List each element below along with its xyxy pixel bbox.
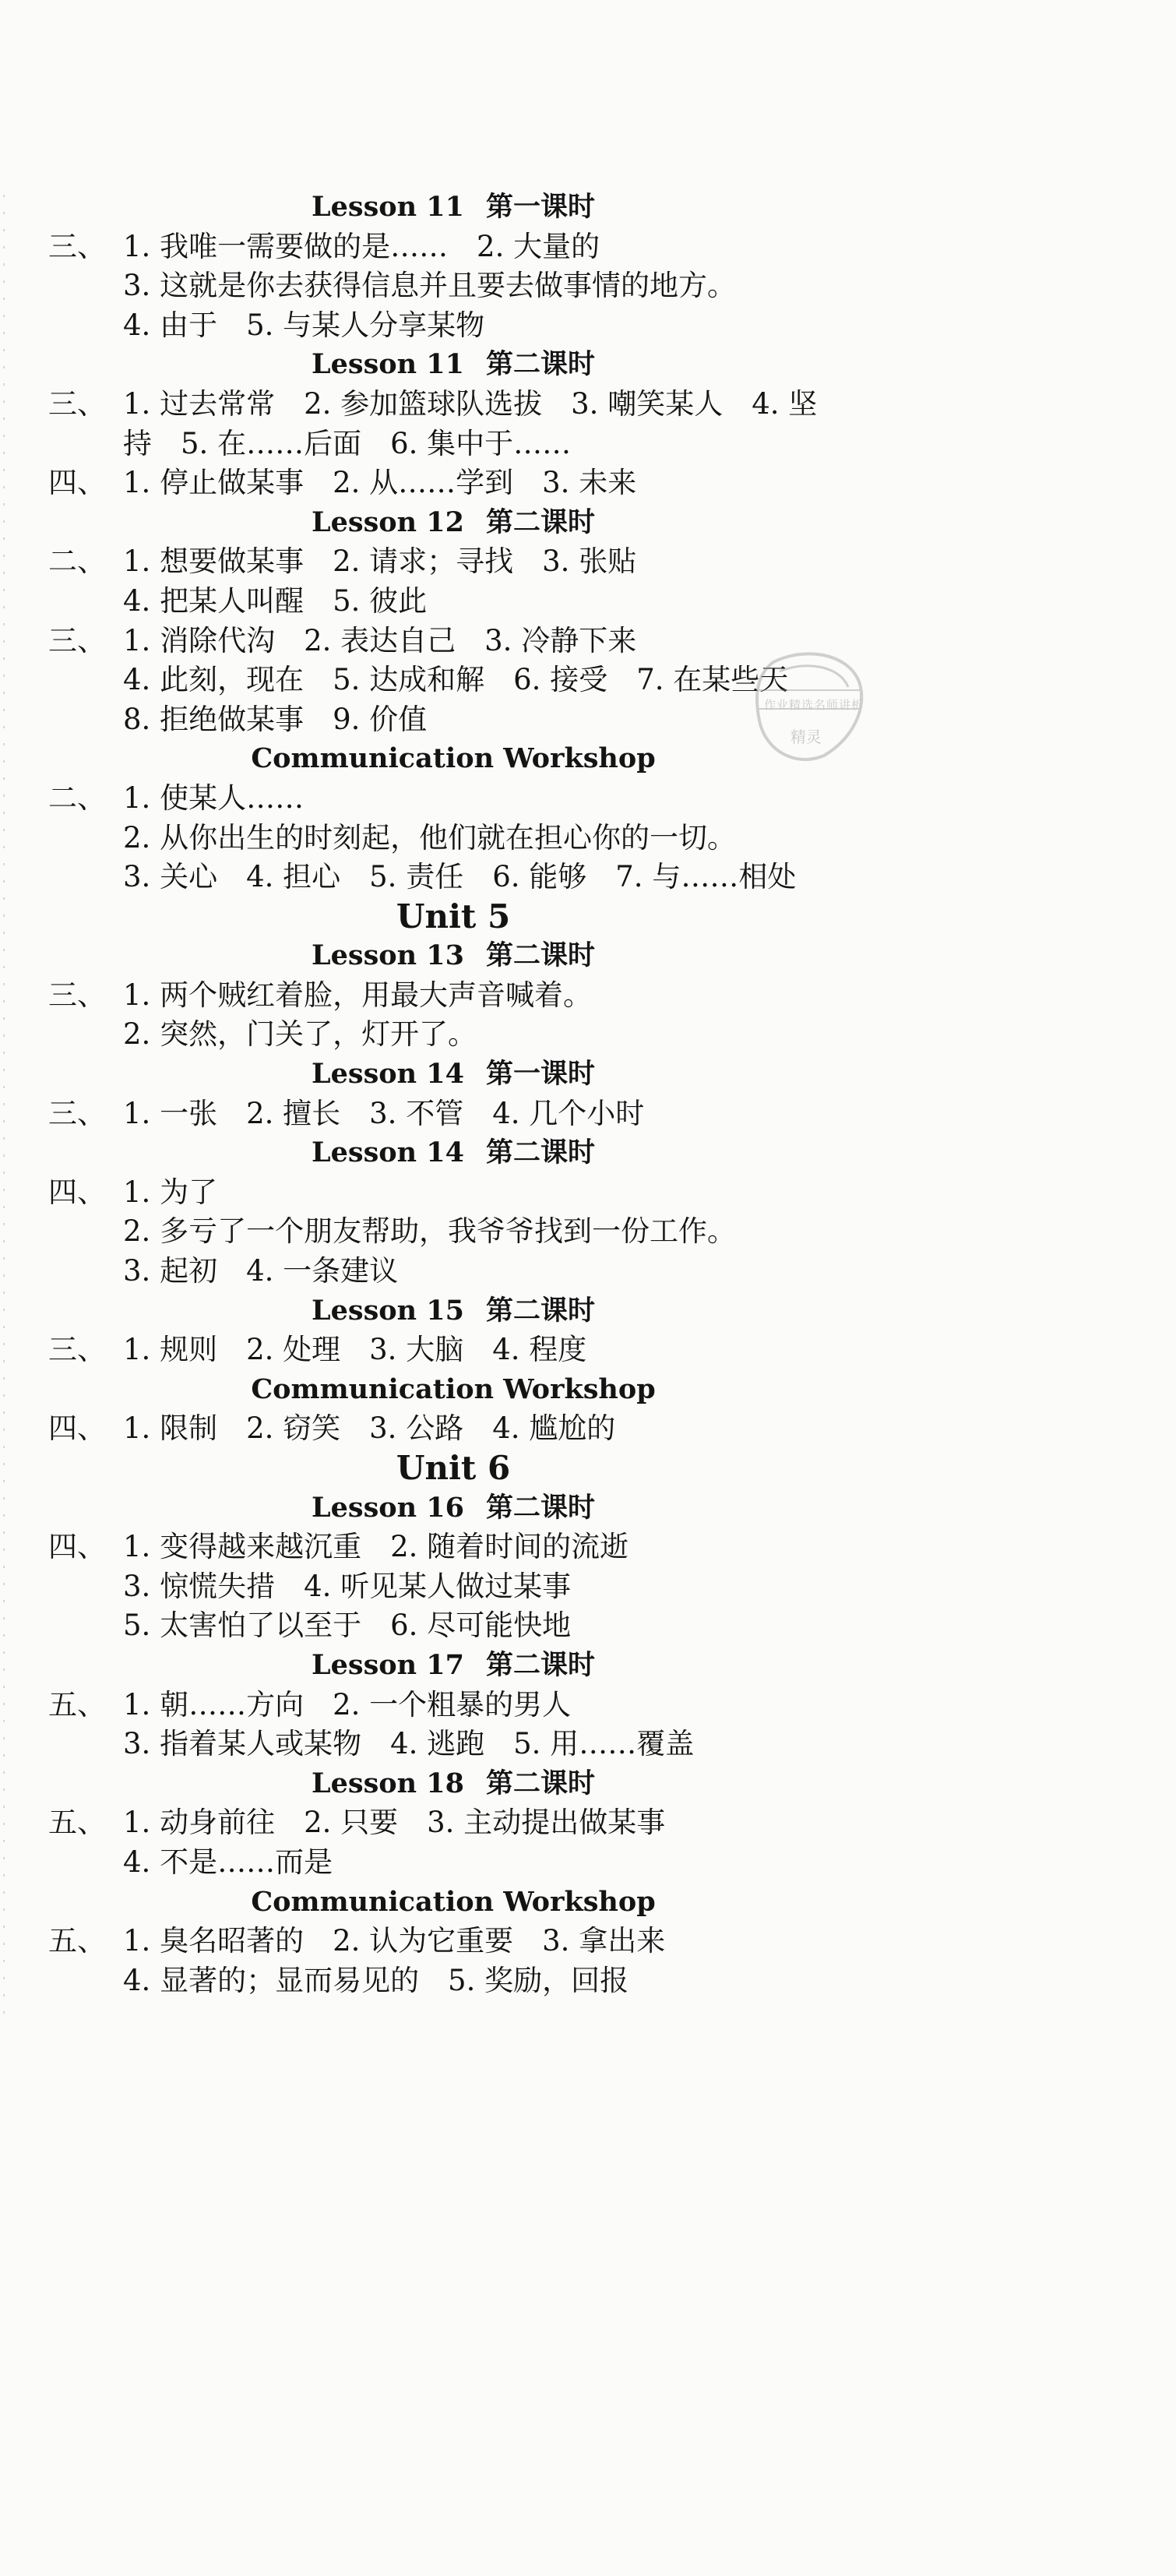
answer-text: 1. 消除代沟 2. 表达自己 3. 冷静下来 [123, 623, 637, 657]
lesson-period: 第二课时 [485, 348, 595, 381]
answer-text: 4. 把某人叫醒 5. 彼此 [123, 583, 428, 618]
answer-line [48, 1409, 858, 1449]
answer-line [48, 227, 858, 267]
lesson-heading [48, 345, 858, 385]
answer-line [48, 1212, 858, 1252]
lesson-title: Lesson 18 [312, 1767, 464, 1799]
answer-text: 3. 指着某人或某物 4. 逃跑 5. 用……覆盖 [123, 1727, 695, 1761]
answer-line [48, 1173, 858, 1213]
answer-line [48, 779, 858, 819]
answer-line [48, 1252, 858, 1292]
answer-text: 1. 动身前往 2. 只要 3. 主动提出做某事 [123, 1806, 666, 1840]
answer-line [48, 1528, 858, 1567]
unit-heading [48, 1449, 858, 1489]
answer-line [48, 1922, 858, 1961]
answer-text: 3. 关心 4. 担心 5. 责任 6. 能够 7. 与……相处 [123, 860, 797, 894]
lesson-title: Lesson 17 [312, 1648, 464, 1681]
answer-text: 1. 我唯一需要做的是…… 2. 大量的 [123, 229, 600, 263]
answer-line [48, 1961, 858, 2001]
lesson-heading [48, 1646, 858, 1686]
binding-edge [3, 195, 5, 2025]
answer-text: 3. 起初 4. 一条建议 [123, 1254, 399, 1288]
section-number: 五、 [48, 1924, 106, 1958]
answer-line [48, 385, 858, 425]
lesson-period: 第一课时 [485, 1058, 595, 1091]
answer-line [48, 858, 858, 897]
lesson-heading [48, 1370, 858, 1410]
answer-line [48, 1606, 858, 1646]
answer-line [48, 1803, 858, 1843]
answer-text: 1. 想要做某事 2. 请求；寻找 3. 张贴 [123, 544, 637, 579]
answer-line-continued [48, 425, 858, 464]
answer-text: 1. 规则 2. 处理 3. 大脑 4. 程度 [123, 1333, 587, 1367]
answer-text: 1. 朝……方向 2. 一个粗暴的男人 [123, 1687, 572, 1721]
answer-line [48, 819, 858, 858]
lesson-title: Lesson 11 [312, 191, 464, 223]
unit-title: Unit 5 [396, 897, 511, 936]
section-number: 三、 [48, 386, 106, 421]
answer-line [48, 1094, 858, 1134]
answer-text: 1. 两个贼红着脸，用最大声音喊着。 [123, 978, 593, 1012]
answer-line [48, 1843, 858, 1883]
lesson-heading [48, 739, 858, 779]
section-number: 四、 [48, 1530, 106, 1564]
section-number: 三、 [48, 623, 106, 657]
section-number: 三、 [48, 1096, 106, 1130]
answer-list [48, 188, 858, 2000]
lesson-title: Lesson 16 [312, 1491, 464, 1524]
lesson-title: Lesson 11 [312, 348, 464, 381]
answer-text: 4. 此刻，现在 5. 达成和解 6. 接受 7. 在某些天 [123, 663, 789, 697]
lesson-heading [48, 503, 858, 543]
answer-line [48, 463, 858, 503]
answer-text: 5. 太害怕了以至于 6. 尽可能快地 [123, 1609, 572, 1643]
answer-text: 1. 停止做某事 2. 从……学到 3. 未来 [123, 466, 637, 500]
answer-text: 1. 使某人…… [123, 781, 305, 815]
answer-text: 1. 限制 2. 窃笑 3. 公路 4. 尴尬的 [123, 1411, 616, 1446]
lesson-heading [48, 1883, 858, 1922]
watermark-stamp [750, 647, 868, 767]
section-number: 五、 [48, 1806, 106, 1840]
section-number: 二、 [48, 781, 106, 815]
answer-line [48, 1015, 858, 1055]
lesson-title: Lesson 15 [312, 1294, 464, 1327]
answer-line [48, 266, 858, 306]
lesson-heading [48, 1764, 858, 1804]
answer-line [48, 661, 858, 700]
lesson-period: 第二课时 [485, 1294, 595, 1327]
lesson-title: Lesson 14 [312, 1136, 464, 1169]
answer-text: 3. 这就是你去获得信息并且要去做事情的地方。 [123, 269, 737, 303]
answer-text: 1. 臭名昭著的 2. 认为它重要 3. 拿出来 [123, 1924, 666, 1958]
lesson-period: 第二课时 [485, 1136, 595, 1169]
answer-line [48, 976, 858, 1016]
answer-text: 4. 不是……而是 [123, 1845, 333, 1879]
answer-text: 2. 突然，门关了，灯开了。 [123, 1017, 477, 1052]
lesson-title: Communication Workshop [251, 742, 656, 775]
answer-text: 2. 从你出生的时刻起，他们就在担心你的一切。 [123, 820, 737, 855]
answer-text: 3. 惊慌失措 4. 听见某人做过某事 [123, 1569, 572, 1603]
unit-heading [48, 897, 858, 937]
lesson-heading [48, 936, 858, 976]
lesson-title: Lesson 14 [312, 1058, 464, 1091]
section-number: 五、 [48, 1687, 106, 1721]
answer-line [48, 622, 858, 661]
section-number: 三、 [48, 1333, 106, 1367]
lesson-period: 第二课时 [485, 1767, 595, 1799]
lesson-period: 第二课时 [485, 1491, 595, 1524]
answer-text: 2. 多亏了一个朋友帮助，我爷爷找到一份工作。 [123, 1214, 737, 1249]
lesson-period: 第一课时 [485, 191, 595, 223]
answer-line [48, 1330, 858, 1370]
unit-title: Unit 6 [396, 1449, 511, 1487]
answer-line [48, 700, 858, 740]
lesson-heading [48, 1292, 858, 1331]
answer-line [48, 1725, 858, 1764]
lesson-title: Lesson 12 [312, 506, 464, 538]
lesson-heading [48, 188, 858, 227]
lesson-heading [48, 1489, 858, 1528]
lesson-heading [48, 1055, 858, 1094]
answer-text: 4. 显著的；显而易见的 5. 奖励，回报 [123, 1963, 629, 1997]
section-number: 四、 [48, 466, 106, 500]
answer-text: 1. 一张 2. 擅长 3. 不管 4. 几个小时 [123, 1096, 645, 1130]
answer-text: 1. 变得越来越沉重 2. 随着时间的流逝 [123, 1530, 629, 1564]
section-number: 二、 [48, 544, 106, 579]
answer-text: 8. 拒绝做某事 9. 价值 [123, 702, 428, 736]
section-number: 三、 [48, 978, 106, 1012]
answer-text: 持 5. 在……后面 6. 集中于…… [123, 426, 572, 460]
answer-text: 1. 过去常常 2. 参加篮球队选拔 3. 嘲笑某人 4. 坚 [123, 386, 818, 421]
answer-text: 1. 为了 [123, 1175, 218, 1209]
section-number: 四、 [48, 1175, 106, 1209]
lesson-title: Lesson 13 [312, 939, 464, 972]
section-number: 四、 [48, 1411, 106, 1446]
stamp-mark: 精灵 [790, 728, 822, 746]
answer-line [48, 1567, 858, 1607]
lesson-title: Communication Workshop [251, 1885, 656, 1918]
lesson-title: Communication Workshop [251, 1373, 656, 1405]
lesson-heading [48, 1133, 858, 1173]
answer-line [48, 1686, 858, 1725]
answer-line [48, 542, 858, 582]
lesson-period: 第二课时 [485, 1648, 595, 1681]
answer-line [48, 306, 858, 346]
lesson-period: 第二课时 [485, 939, 595, 972]
answer-line [48, 582, 858, 622]
answer-text: 4. 由于 5. 与某人分享某物 [123, 308, 485, 342]
stamp-text: 作业精选名师讲析 [764, 698, 864, 712]
lesson-period: 第二课时 [485, 506, 595, 538]
section-number: 三、 [48, 229, 106, 263]
